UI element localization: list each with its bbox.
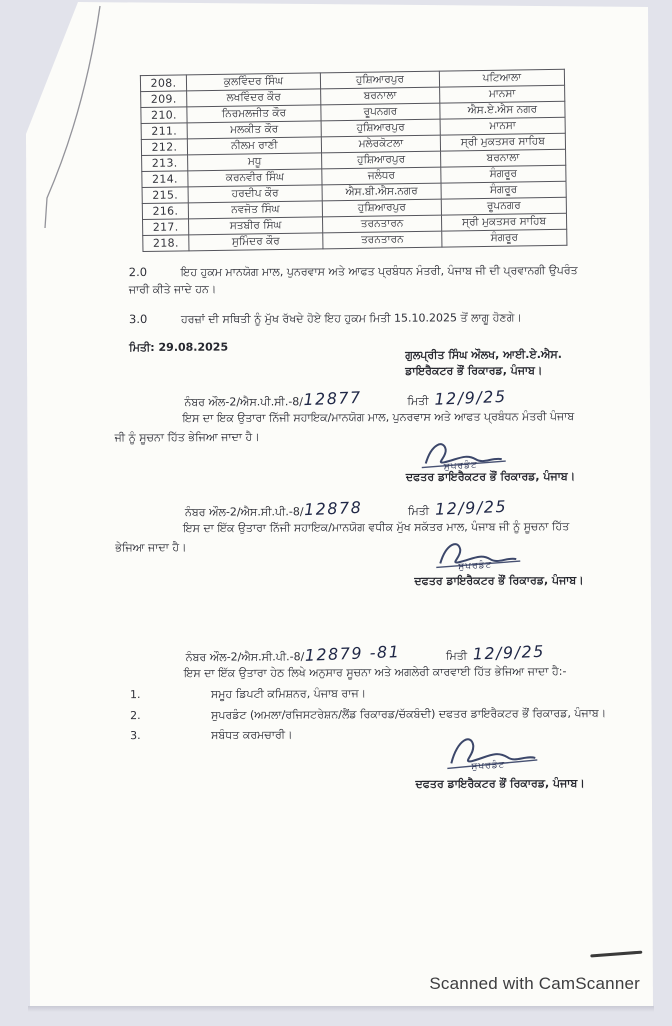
posting-cell: ਸ੍ਰੀ ਮੁਕਤਸਰ ਸਾਹਿਬ xyxy=(441,213,566,231)
endorsement-1-ref-prefix: ਨੰਬਰ ਔਲ-2/ਐਸ.ਪੀ.ਸੀ.-8/ xyxy=(184,395,304,409)
district-cell: ਹੁਸ਼ਿਆਰਪੁਰ xyxy=(322,199,441,217)
order-table-body xyxy=(140,69,567,251)
endorsement-2-ref-number-handwritten: 12878 xyxy=(303,497,363,520)
paragraph-2-text: ਇਹ ਹੁਕਮ ਮਾਨਯੋਗ ਮਾਲ, ਪੁਨਰਵਾਸ ਅਤੇ ਆਫਤ ਪ੍ਰਬੰਧਨ ਮੰਤਰੀ, ਪੰਜਾਬ ਜੀ ਦੀ ਪ੍ਰਵਾਨਗੀ ਉਪਰੰਤ ਜਾਰੀ ਕੀਤੇ ਜਾਦੇ ਹਨ। xyxy=(128,263,578,297)
serial-cell: 211. xyxy=(141,123,187,140)
pen-mark xyxy=(590,951,642,958)
district-cell: ਮਲੇਰਕੋਟਲਾ xyxy=(321,135,440,153)
serial-cell: 215. xyxy=(142,187,188,204)
distribution-item-text: ਸੁਪਰਡੰਟ (ਅਮਲਾ/ਰਜਿਸਟਰੇਸ਼ਨ/ਲੈਂਡ ਰਿਕਾਰਡ/ਚੱਕਬੰਦੀ) ਦਫਤਰ ਡਾਇਰੈਕਟਰ ਭੌਂ ਰਿਕਾਰਡ, ਪੰਜਾਬ। xyxy=(211,706,607,722)
posting-cell: ਮਾਨਸਾ xyxy=(440,85,565,103)
endorsement-1-ref-number-handwritten: 12877 xyxy=(302,387,362,410)
name-cell: ਸਤਬੀਰ ਸਿੰਘ xyxy=(189,217,323,235)
district-cell: ਤਰਨਤਾਰਨ xyxy=(322,215,441,233)
paragraph-3 xyxy=(129,309,581,328)
name-cell: ਮਧੂ xyxy=(188,153,322,171)
district-cell: ਹੁਸ਼ਿਆਰਪੁਰ xyxy=(322,151,441,169)
name-cell: ਹਰਦੀਪ ਕੌਰ xyxy=(188,185,322,203)
paragraph-3-number: 3.0 xyxy=(128,311,148,327)
paragraph-2 xyxy=(129,262,581,298)
distribution-item-text: ਸਮੂਹ ਡਿਪਟੀ ਕਮਿਸ਼ਨਰ, ਪੰਜਾਬ ਰਾਜ। xyxy=(210,686,367,701)
serial-cell: 208. xyxy=(140,75,186,92)
serial-cell: 218. xyxy=(143,235,189,252)
district-cell: ਬਰਨਾਲਾ xyxy=(321,87,440,105)
distribution-item-number: 2. xyxy=(130,708,141,722)
distribution-list-item xyxy=(116,724,621,746)
posting-cell: ਬਰਨਾਲਾ xyxy=(441,149,566,167)
endorsement-1-body: ਇਸ ਦਾ ਇਕ ਉਤਾਰਾ ਨਿੱਜੀ ਸਹਾਇਕ/ਮਾਨਯੋਗ ਮਾਲ, ਪੁਨਰਵਾਸ ਅਤੇ ਆਫਤ ਪ੍ਰਬੰਧਨ ਮੰਤਰੀ ਪੰਜਾਬ ਜੀ ਨੂੰ ਸੂਚਨਾ ਹਿੱਤ ਭੇਜਿਆ ਜਾਦਾ ਹੈ। xyxy=(114,409,575,445)
endorsement-1-office-line: ਦਫਤਰ ਡਾਇਰੈਕਟਰ ਭੌਂ ਰਿਕਾਰਡ, ਪੰਜਾਬ। xyxy=(405,469,576,484)
endorsement-3-office-line: ਦਫਤਰ ਡਾਇਰੈਕਟਰ ਭੌਂ ਰਿਕਾਰਡ, ਪੰਜਾਬ। xyxy=(415,776,585,791)
district-cell: ਤਰਨਤਾਰਨ xyxy=(323,231,442,249)
endorsement-3-ref-number-handwritten: 12879 -81 xyxy=(303,642,401,665)
camscanner-watermark: Scanned with CamScanner xyxy=(429,974,640,993)
name-cell: ਨੀਲਮ ਰਾਣੀ xyxy=(187,137,321,155)
signature-3-designation-handwritten: ਸੁਪਰਡੰਟ xyxy=(471,760,506,773)
district-cell: ਐਸ.ਬੀ.ਐਸ.ਨਗਰ xyxy=(322,183,441,201)
district-cell: ਹੁਸ਼ਿਆਰਪੁਰ xyxy=(320,71,439,89)
name-cell: ਸੁਮਿੰਦਰ ਕੌਰ xyxy=(189,233,323,251)
order-date-line: ਮਿਤੀ: 29.08.2025 xyxy=(129,340,229,355)
endorsement-1-date-label: ਮਿਤੀ xyxy=(407,394,429,408)
endorsement-3-body: ਇਸ ਦਾ ਇੱਕ ਉਤਾਰਾ ਹੇਠ ਲਿਖੇ ਅਨੁਸਾਰ ਸੂਚਨਾ ਅਤੇ ਅਗਲੇਰੀ ਕਾਰਵਾਈ ਹਿੱਤ ਭੇਜਿਆ ਜਾਦਾ ਹੈ:- xyxy=(183,664,567,680)
signature-1-designation-handwritten: ਸੁਪਰਡੰਟ xyxy=(443,460,479,473)
signatory-name: ਗੁਲਪ੍ਰੀਤ ਸਿੰਘ ਔਲਖ, ਆਈ.ਏ.ਐਸ. xyxy=(405,347,562,362)
signature-2-designation-handwritten: ਸੁਪਰਡੰਟ xyxy=(458,560,493,573)
endorsement-3-date-label: ਮਿਤੀ xyxy=(445,649,468,663)
name-cell: ਮਲਕੀਤ ਕੌਰ xyxy=(187,121,321,139)
serial-cell: 209. xyxy=(141,91,187,108)
signatory-title: ਡਾਇਰੈਕਟਰ ਭੌਂ ਰਿਕਾਰਡ, ਪੰਜਾਬ। xyxy=(405,363,543,378)
posting-cell: ਸੰਗਰੂਰ xyxy=(441,165,566,183)
name-cell: ਨਵਜੋਤ ਸਿੰਘ xyxy=(188,201,322,219)
transfer-order-table xyxy=(140,69,568,252)
district-cell: ਹੁਸ਼ਿਆਰਪੁਰ xyxy=(321,119,440,137)
distribution-item-number: 1. xyxy=(129,688,141,702)
posting-cell: ਪਟਿਆਲਾ xyxy=(439,69,564,87)
endorsement-3-date-handwritten: 12/9/25 xyxy=(472,641,546,664)
distribution-list-item xyxy=(116,683,621,705)
signature-3 xyxy=(441,731,541,780)
posting-cell: ਸੰਗਰੂਰ xyxy=(442,229,567,247)
posting-cell: ਸ੍ਰੀ ਮੁਕਤਸਰ ਸਾਹਿਬ xyxy=(440,133,565,151)
paragraph-2-number: 2.0 xyxy=(128,264,148,280)
posting-cell: ਮਾਨਸਾ xyxy=(440,117,565,135)
serial-cell: 214. xyxy=(142,171,188,188)
paragraph-3-text: ਹਰਜ਼ਾਂ ਦੀ ਸਥਿਤੀ ਨੂੰ ਮੁੱਖ ਰੱਖਦੇ ਹੋਏ ਇਹ ਹੁਕਮ ਮਿਤੀ 15.10.2025 ਤੋਂ ਲਾਗੂ ਹੋਣਗੇ। xyxy=(180,311,522,326)
endorsement-2-date-handwritten: 12/9/25 xyxy=(434,496,508,519)
endorsement-3-ref-prefix: ਨੰਬਰ ਔਲ-2/ਐਸ.ਸੀ.ਪੀ.-8/ xyxy=(185,650,305,664)
serial-cell: 212. xyxy=(141,139,187,156)
distribution-list xyxy=(116,683,621,747)
serial-cell: 217. xyxy=(143,219,189,236)
serial-cell: 210. xyxy=(141,107,187,124)
distribution-item-text: ਸਬੰਧਤ ਕਰਮਚਾਰੀ। xyxy=(211,728,293,742)
district-cell: ਜਲੰਧਰ xyxy=(322,167,441,185)
posting-cell: ਰੂਪਨਗਰ xyxy=(441,197,566,215)
endorsement-2-body: ਇਸ ਦਾ ਇੱਕ ਉਤਾਰਾ ਨਿੱਜੀ ਸਹਾਇਕ/ਮਾਨਯੋਗ ਵਧੀਕ ਮੁੱਖ ਸਕੱਤਰ ਮਾਲ, ਪੰਜਾਬ ਜੀ ਨੂੰ ਸੂਚਨਾ ਹਿੱਤ ਭੇਜਿਆ ਜਾਦਾ ਹੈ। xyxy=(115,519,570,555)
name-cell: ਕੁਲਵਿੰਦਰ ਸਿੰਘ xyxy=(186,73,320,91)
name-cell: ਨਿਰਮਲਜੀਤ ਕੌਰ xyxy=(187,105,321,123)
name-cell: ਕਰਨਵੀਰ ਸਿੰਘ xyxy=(188,169,322,187)
endorsement-2-ref-prefix: ਨੰਬਰ ਔਲ-2/ਐਸ.ਸੀ.ਪੀ.-8/ xyxy=(184,505,304,519)
endorsement-1-date-handwritten: 12/9/25 xyxy=(434,386,508,409)
district-cell: ਰੂਪਨਗਰ xyxy=(321,103,440,121)
distribution-list-item xyxy=(116,703,621,725)
endorsement-2-office-line: ਦਫਤਰ ਡਾਇਰੈਕਟਰ ਭੌਂ ਰਿਕਾਰਡ, ਪੰਜਾਬ। xyxy=(414,573,584,588)
endorsement-2-date-label: ਮਿਤੀ xyxy=(407,504,430,518)
name-cell: ਲਖਵਿੰਦਰ ਕੌਰ xyxy=(187,89,321,107)
posting-cell: ਸੰਗਰੂਰ xyxy=(441,181,566,199)
distribution-item-number: 3. xyxy=(130,729,141,743)
posting-cell: ਐਸ.ਏ.ਐਸ ਨਗਰ xyxy=(440,101,565,119)
signature-2 xyxy=(432,537,524,577)
serial-cell: 213. xyxy=(142,155,188,172)
serial-cell: 216. xyxy=(142,203,188,220)
